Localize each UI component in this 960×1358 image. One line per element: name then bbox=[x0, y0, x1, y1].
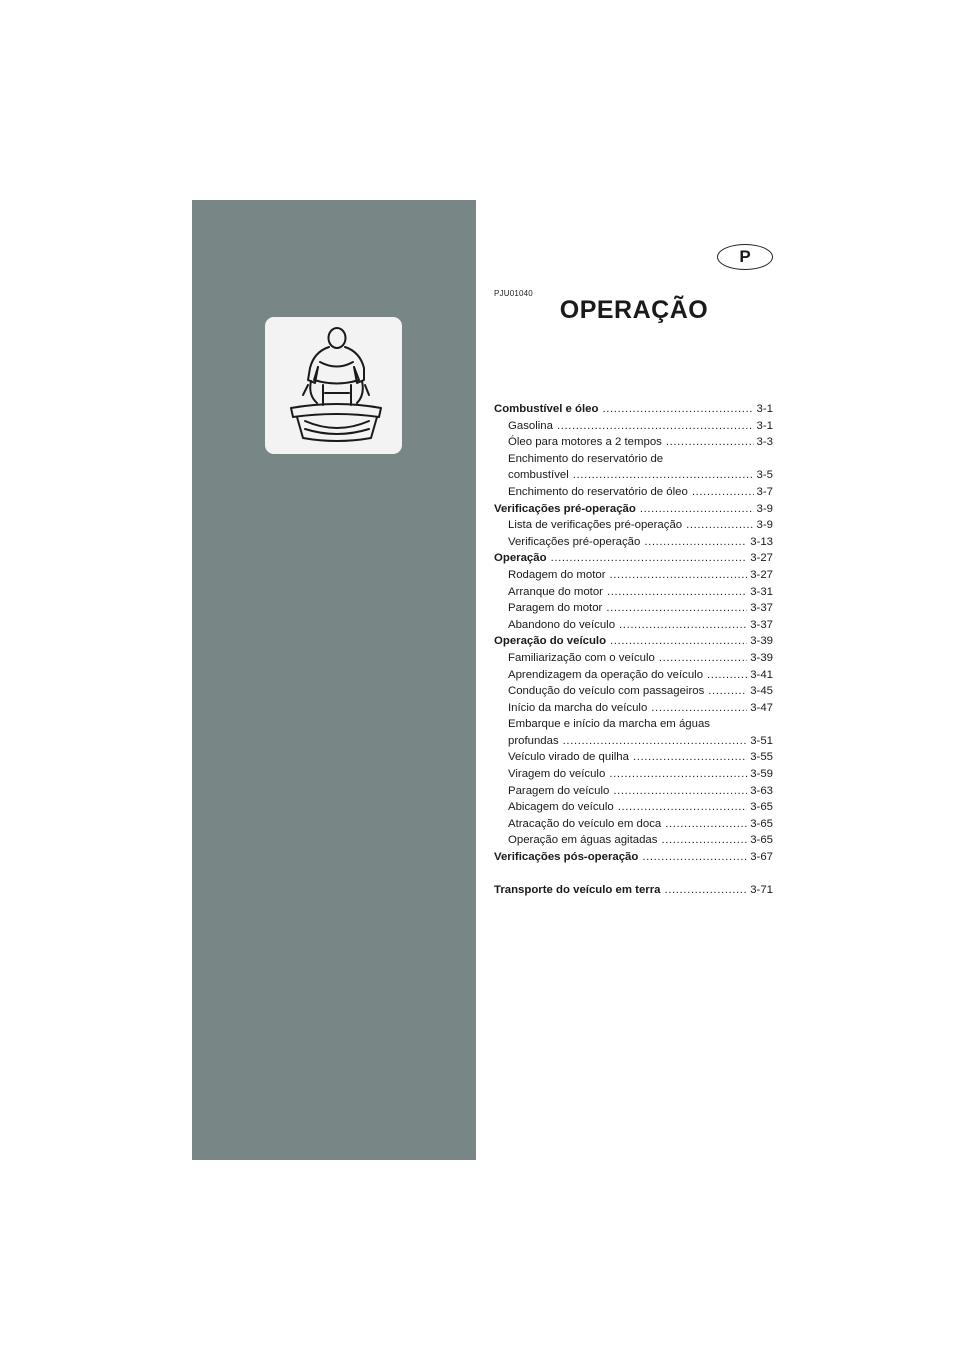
toc-entry[interactable]: combustível ..... 3-5 bbox=[494, 467, 773, 484]
toc-entry[interactable]: Lista de verificações pré-operação ..... 3-9 bbox=[494, 517, 773, 534]
toc-entry[interactable]: Verificações pré-operação ..... 3-9 bbox=[494, 501, 773, 518]
toc-entry[interactable]: Condução do veículo com passageiros ..... 3-45 bbox=[494, 683, 773, 700]
toc-entry[interactable]: Verificações pós-operação ..... 3-67 bbox=[494, 849, 773, 866]
toc-entry[interactable]: Transporte do veículo em terra ..... 3-71 bbox=[494, 882, 773, 899]
rider-on-personal-watercraft-icon bbox=[265, 317, 402, 454]
toc-entry[interactable]: Abicagem do veículo ..... 3-65 bbox=[494, 799, 773, 816]
toc-entry[interactable]: Paragem do veículo ..... 3-63 bbox=[494, 783, 773, 800]
toc-entry[interactable]: Operação ..... 3-27 bbox=[494, 550, 773, 567]
toc-entry-line1[interactable]: Embarque e início da marcha em águas bbox=[508, 718, 710, 731]
table-of-contents bbox=[494, 401, 773, 899]
toc-entry[interactable]: profundas ..... 3-51 bbox=[494, 733, 773, 750]
toc-entry[interactable]: Paragem do motor ..... 3-37 bbox=[494, 600, 773, 617]
toc-entry[interactable]: Viragem do veículo ..... 3-59 bbox=[494, 766, 773, 783]
toc-entry[interactable]: Gasolina ..... 3-1 bbox=[494, 418, 773, 435]
toc-entry[interactable]: Atracação do veículo em doca ..... 3-65 bbox=[494, 816, 773, 833]
toc-entry[interactable]: Enchimento do reservatório de óleo ..... 3-7 bbox=[494, 484, 773, 501]
toc-entry[interactable]: Início da marcha do veículo ..... 3-47 bbox=[494, 700, 773, 717]
toc-entry[interactable]: Óleo para motores a 2 tempos ..... 3-3 bbox=[494, 434, 773, 451]
chapter-icon-box bbox=[265, 317, 402, 454]
toc-entry[interactable]: Verificações pré-operação ..... 3-13 bbox=[494, 534, 773, 551]
toc-entry[interactable]: Aprendizagem da operação do veículo ..... 3-41 bbox=[494, 667, 773, 684]
toc-entry[interactable]: Operação do veículo ..... 3-39 bbox=[494, 633, 773, 650]
toc-entry[interactable]: Arranque do motor ..... 3-31 bbox=[494, 584, 773, 601]
chapter-title: OPERAÇÃO bbox=[559, 296, 709, 324]
toc-entry[interactable]: Operação em águas agitadas ..... 3-65 bbox=[494, 832, 773, 849]
toc-entry[interactable]: Combustível e óleo ..... 3-1 bbox=[494, 401, 773, 418]
language-badge: P bbox=[717, 244, 773, 270]
toc-entry-line1[interactable]: Enchimento do reservatório de bbox=[508, 452, 664, 465]
toc-entry[interactable]: Rodagem do motor ..... 3-27 bbox=[494, 567, 773, 584]
toc-entry[interactable]: Veículo virado de quilha ..... 3-55 bbox=[494, 749, 773, 766]
document-code: PJU01040 bbox=[494, 289, 533, 298]
toc-entry[interactable]: Abandono do veículo ..... 3-37 bbox=[494, 617, 773, 634]
toc-entry[interactable]: Familiarização com o veículo ..... 3-39 bbox=[494, 650, 773, 667]
